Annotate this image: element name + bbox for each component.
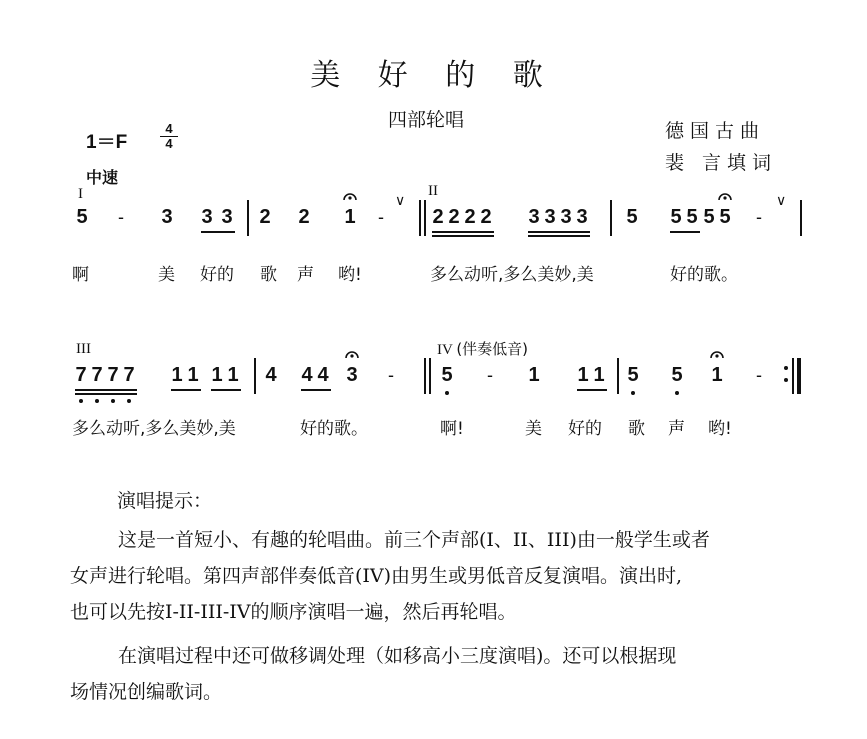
lyric: 啊! bbox=[440, 419, 464, 439]
note: 3 bbox=[161, 206, 173, 228]
lyric: 好的 bbox=[200, 265, 234, 285]
dash: - bbox=[118, 207, 124, 227]
note: 3 bbox=[201, 206, 213, 228]
note: 2 bbox=[298, 206, 310, 228]
note: 1 bbox=[211, 364, 223, 386]
note: 1 bbox=[187, 364, 199, 386]
note: 1 bbox=[593, 364, 605, 386]
lyricist-credit: 裴 言填词 bbox=[665, 152, 778, 174]
note: 5 bbox=[627, 364, 639, 386]
note: 3 bbox=[528, 206, 540, 228]
hints-paragraph-1-line-2: 女声进行轮唱。第四声部伴奏低音(IV)由男生或男低音反复演唱。演出时, bbox=[70, 565, 683, 587]
breath-mark: ∨ bbox=[395, 193, 406, 209]
dash: - bbox=[756, 365, 762, 385]
note: 1 bbox=[577, 364, 589, 386]
note: 5 bbox=[671, 364, 683, 386]
lyric: 哟! bbox=[708, 419, 732, 439]
lyric: 好的 bbox=[568, 419, 602, 439]
note: 5 bbox=[719, 206, 731, 228]
note: 1 bbox=[171, 364, 183, 386]
lyric: 声 bbox=[297, 265, 314, 285]
note: 2 bbox=[480, 206, 492, 228]
part-label-4-num: IV bbox=[437, 342, 453, 358]
note: 5 bbox=[703, 206, 715, 228]
note: 1 bbox=[528, 364, 540, 386]
note: 3 bbox=[576, 206, 588, 228]
lyric: 哟! bbox=[338, 265, 362, 285]
note: 3 bbox=[221, 206, 233, 228]
time-top: 4 bbox=[165, 121, 173, 136]
lyric: 啊 bbox=[72, 265, 89, 285]
dash: - bbox=[487, 365, 493, 385]
dash: - bbox=[388, 365, 394, 385]
hints-heading: 演唱提示： bbox=[117, 490, 213, 512]
note: 2 bbox=[259, 206, 271, 228]
lyric: 好的歌。 bbox=[300, 419, 368, 439]
subtitle: 四部轮唱 bbox=[388, 109, 465, 131]
origin-credit: 德国古曲 bbox=[665, 120, 766, 142]
note: 5 bbox=[686, 206, 698, 228]
part-label-3: III bbox=[76, 341, 91, 357]
lyric: 美 bbox=[158, 265, 175, 285]
note: 7 bbox=[91, 364, 103, 386]
fermata-dot bbox=[715, 354, 718, 357]
tempo-marking: 中速 bbox=[86, 168, 119, 187]
lyric: 声 bbox=[668, 419, 685, 439]
lyric: 歌 bbox=[260, 265, 277, 285]
hints-paragraph-1-line-1: 这是一首短小、有趣的轮唱曲。前三个声部(I、II、III)由一般学生或者 bbox=[118, 529, 710, 551]
note: 7 bbox=[123, 364, 135, 386]
note: 1 bbox=[227, 364, 239, 386]
note: 3 bbox=[560, 206, 572, 228]
lyric: 好的歌。 bbox=[670, 265, 738, 285]
note: 1 bbox=[711, 364, 723, 386]
hints-paragraph-2-line-1: 在演唱过程中还可做移调处理（如移高小三度演唱)。还可以根据现 bbox=[118, 645, 677, 667]
breath-mark: ∨ bbox=[776, 193, 787, 209]
note: 2 bbox=[448, 206, 460, 228]
lyric: 歌 bbox=[628, 419, 645, 439]
part-label-1: I bbox=[78, 186, 83, 202]
fermata-dot bbox=[350, 354, 353, 357]
note: 7 bbox=[107, 364, 119, 386]
part-label-4-note: (伴奏低音) bbox=[456, 340, 529, 358]
note: 5 bbox=[670, 206, 682, 228]
note: 4 bbox=[301, 364, 313, 386]
spacer bbox=[80, 386, 120, 387]
note: 5 bbox=[76, 206, 88, 228]
key-signature: 1＝F bbox=[86, 132, 128, 153]
hints-paragraph-1-line-3: 也可以先按I-II-III-IV的顺序演唱一遍，然后再轮唱。 bbox=[70, 601, 517, 623]
song-title: 美 好 的 歌 bbox=[310, 58, 557, 93]
dash: - bbox=[378, 207, 384, 227]
note: 5 bbox=[626, 206, 638, 228]
note: 4 bbox=[265, 364, 277, 386]
lyric: 多么动听,多么美妙,美 bbox=[430, 265, 594, 285]
note: 3 bbox=[346, 364, 358, 386]
fermata-dot bbox=[348, 196, 351, 199]
part-label-2: II bbox=[428, 183, 438, 199]
hints-paragraph-2-line-2: 场情况创编歌词。 bbox=[70, 681, 223, 703]
dash: - bbox=[756, 207, 762, 227]
note: 1 bbox=[344, 206, 356, 228]
note: 2 bbox=[432, 206, 444, 228]
lyric: 美 bbox=[525, 419, 542, 439]
note: 5 bbox=[441, 364, 453, 386]
note: 2 bbox=[464, 206, 476, 228]
note: 3 bbox=[544, 206, 556, 228]
lyric: 多么动听,多么美妙,美 bbox=[72, 419, 236, 439]
fermata-dot bbox=[723, 196, 726, 199]
note: 7 bbox=[75, 364, 87, 386]
note: 4 bbox=[317, 364, 329, 386]
time-bottom: 4 bbox=[160, 136, 178, 151]
